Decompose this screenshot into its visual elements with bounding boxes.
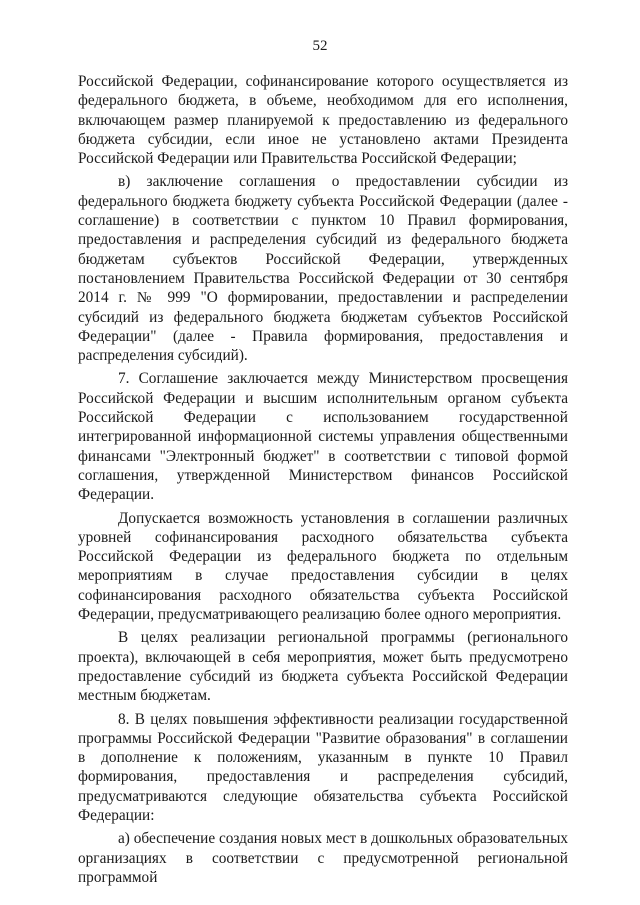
paragraph-cofinancing-levels: Допускается возможность установления в соглашении различных уровней софинансирования расходного обязательства субъекта Российской Федерации из федерального бюджета по отдельным мероприятиям в случае предоставления субсидии в целях софинансирования расходного обязательства субъекта Российской Федерации, предусматривающего реализацию более одного мероприятия. <box>78 509 568 624</box>
paragraph-section-7: 7. Соглашение заключается между Министерством просвещения Российской Федерации и высшим исполнительным органом субъекта Российской Федерации с использованием государственной интегрированной информационной системы управления общественными финансами "Электронный бюджет" в соответствии с типовой формой соглашения, утвержденной Министерством финансов Российской Федерации. <box>78 370 568 504</box>
page-number: 52 <box>312 38 328 54</box>
document-body <box>78 72 568 887</box>
paragraph-regional-program: В целях реализации региональной программы (регионального проекта), включающей в себя мероприятия, может быть предусмотрено предоставление субсидий из бюджета субъекта Российской Федерации местным бюджетам. <box>78 629 568 705</box>
paragraph-continuation: Российской Федерации, софинансирование которого осуществляется из федерального бюджета, в объеме, необходимом для его исполнения, включающем размер планируемой к предоставлению из федерального бюджета субсидии, если иное не установлено актами Президента Российской Федерации или Правительства Российской Федерации; <box>78 73 568 168</box>
paragraph-item-v: в) заключение соглашения о предоставлении субсидии из федерального бюджета бюджету субъекта Российской Федерации (далее - соглашение) в соответствии с пунктом 10 Правил формирования, предоставления и распределения субсидий из федерального бюджета бюджетам субъектов Российской Федерации, утвержденных постановлением Правительства Российской Федерации от 30 сентября 2014 г. № 999 "О формировании, предоставлении и распределении субсидий из федерального бюджета бюджетам субъектов Российской Федерации" (далее - Правила формирования, предоставления и распределения субсидий). <box>78 173 568 365</box>
paragraph-item-a: а) обеспечение создания новых мест в дошкольных образовательных организациях в соответствии с предусмотренной региональной программой <box>78 830 568 886</box>
paragraph-section-8: 8. В целях повышения эффективности реализации государственной программы Российской Федерации "Развитие образования" в соглашении в дополнение к положениям, указанным в пункте 10 Правил формирования, предоставления и распределения субсидий, предусматриваются следующие обязательства субъекта Российской Федерации: <box>78 710 568 824</box>
